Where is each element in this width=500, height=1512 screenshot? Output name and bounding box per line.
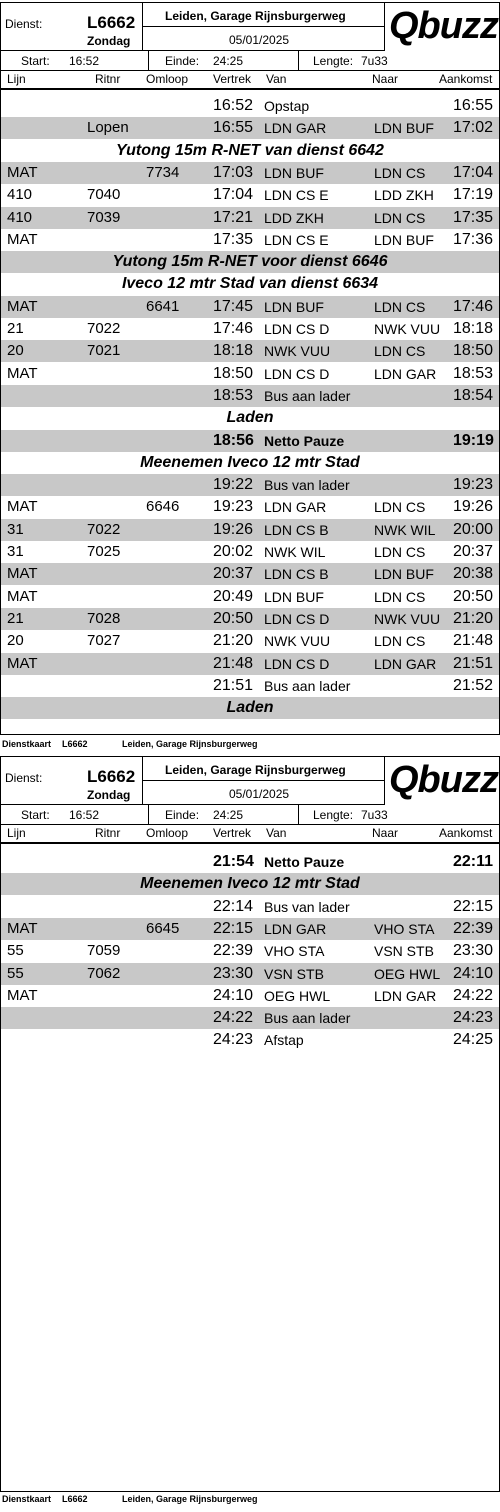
- page-2-frame: [0, 756, 500, 1492]
- cell-lijn: MAT: [7, 297, 38, 315]
- footer-dienst: L6662: [62, 739, 88, 749]
- table-row: [1, 496, 499, 518]
- cell-aankomst: 24:23: [453, 1009, 494, 1027]
- col-omloop: Omloop: [146, 72, 189, 86]
- location-title: Leiden, Garage Rijnsburgerweg: [165, 9, 346, 23]
- cell-aankomst: 20:37: [453, 543, 494, 560]
- table-row: [1, 184, 499, 206]
- table-row: [1, 519, 499, 541]
- cell-van: LDD ZKH: [264, 209, 324, 226]
- cell-aankomst: 17:36: [453, 230, 494, 248]
- cell-aankomst: 20:00: [453, 520, 494, 538]
- table-row: [1, 296, 499, 318]
- cell-lijn: 55: [7, 942, 24, 960]
- cell-aankomst: 23:30: [453, 942, 494, 960]
- footer-location: Leiden, Garage Rijnsburgerweg: [122, 739, 258, 749]
- cell-vertrek: 16:52: [213, 97, 254, 114]
- col-ritnr: Ritnr: [95, 826, 121, 840]
- cell-van: Netto Pauze: [264, 854, 345, 870]
- cell-aankomst: 17:19: [453, 186, 494, 204]
- footer: [0, 739, 500, 753]
- cell-lijn: 410: [7, 186, 33, 204]
- cell-aankomst: 19:26: [453, 498, 494, 516]
- cell-vertrek: 21:51: [213, 676, 254, 694]
- cell-lijn: 20: [7, 632, 24, 650]
- einde-time: 24:25: [213, 54, 244, 68]
- table-row: [1, 563, 499, 585]
- cell-lijn: MAT: [7, 364, 38, 382]
- cell-van: LDN CS B: [264, 521, 329, 538]
- cell-aankomst: 18:50: [453, 342, 494, 360]
- cell-van: Bus aan lader: [264, 1010, 351, 1027]
- cell-lijn: 410: [7, 208, 33, 226]
- cell-van: LDN CS E: [264, 231, 329, 248]
- cell-van: Netto Pauze: [264, 432, 345, 449]
- cell-ritnr: 7039: [87, 208, 121, 226]
- cell-aankomst: 22:39: [453, 919, 494, 937]
- cell-aankomst: 24:25: [453, 1031, 494, 1049]
- cell-naar: LDN CS: [374, 499, 426, 516]
- start-label: Start:: [21, 54, 50, 68]
- cell-lijn: MAT: [7, 587, 38, 605]
- cell-vertrek: 18:56: [213, 431, 254, 449]
- cell-ritnr: Lopen: [87, 119, 129, 137]
- table-row: [1, 162, 499, 184]
- cell-vertrek: 20:02: [213, 543, 254, 560]
- cell-aankomst: 19:19: [453, 431, 494, 449]
- lengte-label: Lengte:: [313, 54, 354, 68]
- table-row: [1, 918, 499, 940]
- einde-label: Einde:: [165, 808, 200, 822]
- cell-ritnr: 7062: [87, 964, 121, 982]
- cell-aankomst: 21:48: [453, 632, 494, 650]
- footer-dienst: L6662: [62, 1494, 88, 1504]
- einde-label: Einde:: [165, 54, 200, 68]
- date: 05/01/2025: [229, 33, 290, 47]
- cell-van: OEG HWL: [264, 987, 331, 1004]
- cell-naar: LDN CS: [374, 633, 426, 650]
- col-lijn: Lijn: [7, 826, 26, 840]
- col-lijn: Lijn: [7, 72, 26, 86]
- table-row: [1, 340, 499, 362]
- table-row: [1, 363, 499, 385]
- cell-aankomst: 18:54: [453, 386, 494, 404]
- cell-naar: LDN BUF: [374, 120, 434, 137]
- day-label: Zondag: [87, 34, 131, 48]
- cell-aankomst: 17:46: [453, 297, 494, 315]
- header: [1, 757, 499, 821]
- cell-naar: LDN CS: [374, 588, 426, 605]
- cell-van: LDN BUF: [264, 588, 324, 605]
- cell-vertrek: 17:35: [213, 230, 254, 248]
- cell-aankomst: 18:53: [453, 364, 494, 382]
- cell-vertrek: 21:20: [213, 632, 254, 650]
- cell-vertrek: 22:15: [213, 919, 254, 937]
- cell-lijn: MAT: [7, 230, 38, 248]
- cell-vertrek: 18:53: [213, 386, 254, 404]
- location-title: Leiden, Garage Rijnsburgerweg: [165, 763, 346, 777]
- table-row: [1, 586, 499, 608]
- cell-naar: LDN CS: [374, 298, 426, 315]
- cell-lijn: 20: [7, 342, 24, 360]
- cell-van: Bus aan lader: [264, 677, 351, 694]
- cell-van: LDN CS B: [264, 566, 329, 583]
- table-row: [1, 318, 499, 340]
- table-row: [1, 963, 499, 985]
- table-row: [1, 630, 499, 652]
- table-row: [1, 653, 499, 675]
- cell-aankomst: 20:50: [453, 587, 494, 605]
- table-row: [1, 940, 499, 962]
- cell-van: Bus aan lader: [264, 387, 351, 404]
- cell-lijn: 55: [7, 964, 24, 982]
- day-label: Zondag: [87, 788, 131, 802]
- table-row: [1, 675, 499, 697]
- col-van: Van: [266, 72, 287, 86]
- start-label: Start:: [21, 808, 50, 822]
- start-time: 16:52: [69, 54, 100, 68]
- cell-aankomst: 24:22: [453, 986, 494, 1004]
- table-row: [1, 1029, 499, 1051]
- col-vertrek: Vertrek: [213, 826, 252, 840]
- cell-aankomst: 21:51: [453, 654, 494, 672]
- table-row: [1, 985, 499, 1007]
- dienst-number: L6662: [87, 767, 136, 786]
- cell-van: LDN GAR: [264, 920, 327, 937]
- cell-vertrek: 19:22: [213, 476, 254, 494]
- cell-vertrek: 23:30: [213, 964, 254, 982]
- cell-ritnr: 7027: [87, 632, 121, 650]
- cell-naar: LDN GAR: [374, 655, 437, 672]
- cell-aankomst: 17:04: [453, 163, 494, 181]
- cell-ritnr: 7040: [87, 186, 121, 204]
- pause-row: [1, 430, 499, 452]
- cell-van: LDN GAR: [264, 499, 327, 516]
- cell-van: Opstap: [264, 98, 310, 114]
- cell-naar: LDN CS: [374, 164, 426, 181]
- cell-vertrek: 17:21: [213, 208, 254, 226]
- cell-aankomst: 17:35: [453, 208, 494, 226]
- cell-aankomst: 17:02: [453, 119, 494, 137]
- cell-ritnr: 7021: [87, 342, 121, 360]
- page-1-frame: [0, 2, 500, 735]
- cell-vertrek: 18:50: [213, 364, 254, 382]
- cell-vertrek: 16:55: [213, 119, 254, 137]
- cell-van: NWK WIL: [264, 544, 326, 560]
- column-header: [1, 825, 499, 844]
- dienst-label: Dienst:: [5, 17, 43, 31]
- cell-ritnr: 7025: [87, 543, 121, 560]
- col-vertrek: Vertrek: [213, 72, 252, 86]
- cell-omloop: 6645: [146, 919, 180, 937]
- cell-lijn: 31: [7, 520, 24, 538]
- cell-vertrek: 19:23: [213, 498, 254, 516]
- cell-van: LDN CS D: [264, 365, 330, 382]
- cell-aankomst: 16:55: [453, 97, 494, 114]
- cell-naar: OEG HWL: [374, 965, 441, 982]
- cell-lijn: 31: [7, 543, 24, 560]
- cell-naar: NWK WIL: [374, 521, 436, 538]
- cell-van: LDN BUF: [264, 164, 324, 181]
- table-row: [1, 896, 499, 918]
- cell-van: LDN CS D: [264, 610, 330, 627]
- table-row: [1, 385, 499, 407]
- footer-label: Dienstkaart: [2, 739, 52, 749]
- cell-vertrek: 22:39: [213, 942, 254, 960]
- cell-van: LDN BUF: [264, 298, 324, 315]
- start-time: 16:52: [69, 808, 100, 822]
- section-header: Meenemen Iveco 12 mtr Stad: [140, 453, 360, 471]
- cell-van: LDN GAR: [264, 120, 327, 137]
- col-van: Van: [266, 826, 287, 840]
- table-row: [1, 117, 499, 139]
- col-ritnr: Ritnr: [95, 72, 121, 86]
- cell-van: Bus van lader: [264, 898, 350, 915]
- cell-van: Bus van lader: [264, 477, 350, 494]
- cell-aankomst: 21:52: [453, 676, 494, 694]
- cell-aankomst: 19:23: [453, 476, 494, 494]
- cell-naar: LDN CS: [374, 209, 426, 226]
- cell-lijn: MAT: [7, 919, 38, 937]
- cell-ritnr: 7022: [87, 520, 121, 538]
- col-omloop: Omloop: [146, 826, 189, 840]
- col-aankomst: Aankomst: [439, 72, 493, 86]
- col-naar: Naar: [372, 826, 399, 840]
- cell-ritnr: 7028: [87, 609, 121, 627]
- cell-naar: VHO STA: [374, 920, 435, 937]
- column-header: [1, 71, 499, 90]
- cell-vertrek: 24:10: [213, 986, 254, 1004]
- cell-van: LDN CS E: [264, 187, 329, 204]
- col-aankomst: Aankomst: [439, 826, 493, 840]
- cell-van: LDN CS D: [264, 655, 330, 672]
- table-row: [1, 229, 499, 251]
- section-header: Laden: [1, 697, 499, 719]
- cell-omloop: 6646: [146, 498, 180, 516]
- pause-row: [1, 851, 499, 873]
- col-naar: Naar: [372, 72, 399, 86]
- table-row: [1, 1007, 499, 1029]
- dienst-number: L6662: [87, 13, 136, 32]
- cell-vertrek: 17:46: [213, 320, 254, 337]
- section-header: Laden: [226, 409, 274, 427]
- table-row: [1, 608, 499, 630]
- cell-vertrek: 24:23: [213, 1031, 254, 1049]
- cell-van: LDN CS D: [264, 321, 330, 337]
- cell-lijn: 21: [7, 609, 24, 627]
- table-row: [1, 95, 499, 117]
- cell-naar: LDN GAR: [374, 987, 437, 1004]
- lengte-value: 7u33: [361, 808, 388, 822]
- lengte-value: 7u33: [361, 54, 388, 68]
- cell-naar: LDN CS: [374, 343, 426, 360]
- cell-aankomst: 24:10: [453, 964, 494, 982]
- cell-aankomst: 20:38: [453, 565, 494, 583]
- date: 05/01/2025: [229, 787, 290, 801]
- cell-aankomst: 21:20: [453, 609, 494, 627]
- footer-location: Leiden, Garage Rijnsburgerweg: [122, 1494, 258, 1504]
- cell-lijn: MAT: [7, 163, 38, 181]
- cell-naar: LDN GAR: [374, 365, 437, 382]
- section-header: Yutong 15m R-NET voor dienst 6646: [1, 251, 499, 273]
- cell-omloop: 6641: [146, 297, 180, 315]
- lengte-label: Lengte:: [313, 808, 354, 822]
- cell-naar: LDN CS: [374, 544, 426, 560]
- footer: [0, 1494, 500, 1508]
- cell-lijn: 21: [7, 320, 24, 337]
- cell-aankomst: 22:15: [453, 897, 494, 915]
- einde-time: 24:25: [213, 808, 244, 822]
- cell-vertrek: 17:04: [213, 186, 254, 204]
- footer-label: Dienstkaart: [2, 1494, 52, 1504]
- section-header: Iveco 12 mtr Stad van dienst 6634: [121, 275, 379, 293]
- cell-vertrek: 18:18: [213, 342, 254, 360]
- section-header: Yutong 15m R-NET van dienst 6642: [116, 141, 384, 159]
- cell-lijn: MAT: [7, 565, 38, 583]
- page-2: [0, 756, 500, 1512]
- cell-vertrek: 19:26: [213, 520, 254, 538]
- cell-ritnr: 7059: [87, 942, 121, 960]
- cell-vertrek: 22:14: [213, 897, 254, 915]
- cell-vertrek: 20:49: [213, 587, 254, 605]
- cell-vertrek: 21:54: [213, 853, 254, 870]
- cell-lijn: MAT: [7, 498, 38, 516]
- cell-naar: NWK VUU: [374, 610, 441, 627]
- cell-naar: LDN BUF: [374, 566, 434, 583]
- qbuzz-logo: Qbuzz: [389, 5, 498, 47]
- cell-van: NWK VUU: [264, 633, 331, 650]
- header: [1, 3, 499, 67]
- cell-lijn: MAT: [7, 986, 38, 1004]
- cell-van: VHO STA: [264, 943, 325, 960]
- cell-vertrek: 21:48: [213, 654, 254, 672]
- cell-aankomst: 22:11: [453, 853, 494, 870]
- table-row: [1, 207, 499, 229]
- cell-naar: VSN STB: [374, 943, 434, 960]
- qbuzz-logo: Qbuzz: [389, 759, 498, 801]
- cell-vertrek: 20:37: [213, 565, 254, 583]
- cell-van: NWK VUU: [264, 343, 331, 360]
- cell-naar: NWK VUU: [374, 321, 441, 337]
- dienst-label: Dienst:: [5, 771, 43, 785]
- cell-aankomst: 18:18: [453, 320, 494, 337]
- cell-naar: LDD ZKH: [374, 187, 434, 204]
- cell-omloop: 7734: [146, 163, 180, 181]
- cell-ritnr: 7022: [87, 320, 121, 337]
- cell-van: VSN STB: [264, 965, 324, 982]
- cell-vertrek: 20:50: [213, 609, 254, 627]
- section-header: Meenemen Iveco 12 mtr Stad: [1, 873, 499, 895]
- table-row: [1, 541, 499, 563]
- cell-vertrek: 24:22: [213, 1009, 254, 1027]
- cell-lijn: MAT: [7, 654, 38, 672]
- cell-van: Afstap: [264, 1032, 304, 1049]
- table-row: [1, 474, 499, 496]
- cell-vertrek: 17:45: [213, 297, 254, 315]
- cell-naar: LDN BUF: [374, 231, 434, 248]
- cell-vertrek: 17:03: [213, 163, 254, 181]
